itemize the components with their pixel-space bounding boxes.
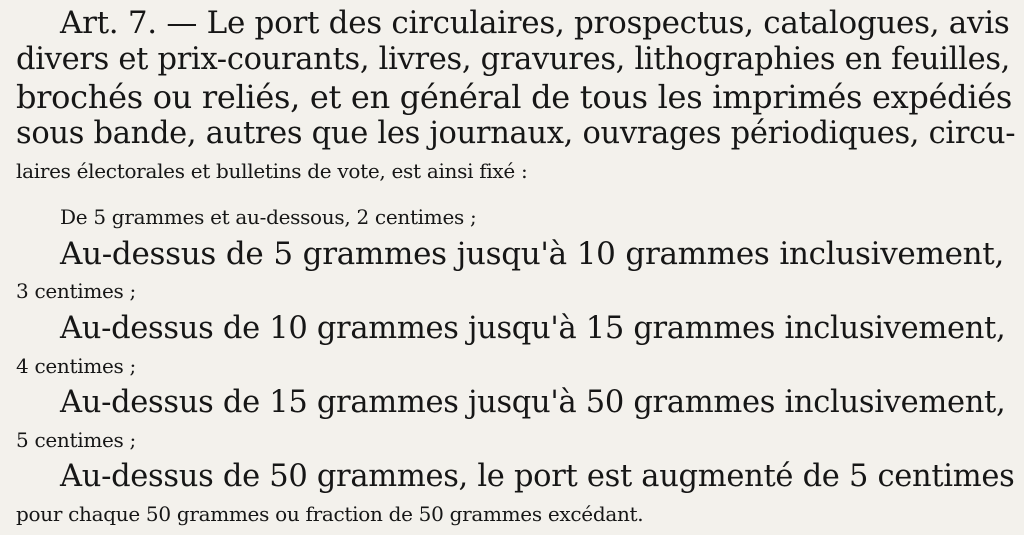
rate-line: Au-dessus de 10 grammes jusqu'à 15 grammes inclusivement, bbox=[60, 311, 1006, 346]
rate-line: De 5 grammes et au-dessous, 2 centimes ; bbox=[60, 205, 477, 229]
paragraph-line: divers et prix-courants, livres, gravures, lithographies en feuilles, bbox=[16, 42, 1011, 77]
rate-line: 5 centimes ; bbox=[16, 428, 136, 452]
rate-line: Au-dessus de 5 grammes jusqu'à 10 grammes inclusivement, bbox=[60, 236, 1004, 272]
rate-line: pour chaque 50 grammes ou fraction de 50 grammes excédant. bbox=[16, 502, 644, 526]
paragraph-line: sous bande, autres que les journaux, ouvrages périodiques, circu- bbox=[16, 116, 1016, 151]
article-heading-line: Art. 7. — Le port des circulaires, prospectus, catalogues, avis bbox=[60, 5, 1010, 41]
rate-line: 3 centimes ; bbox=[16, 279, 136, 303]
rate-line: Au-dessus de 50 grammes, le port est augmenté de 5 centimes bbox=[60, 459, 1015, 494]
rate-line: 4 centimes ; bbox=[16, 354, 136, 378]
rate-line: Au-dessus de 15 grammes jusqu'à 50 grammes inclusivement, bbox=[60, 385, 1006, 420]
paragraph-line: laires électorales et bulletins de vote, est ainsi fixé : bbox=[16, 159, 528, 183]
paragraph-line: brochés ou reliés, et en général de tous les imprimés expédiés bbox=[16, 78, 1013, 116]
